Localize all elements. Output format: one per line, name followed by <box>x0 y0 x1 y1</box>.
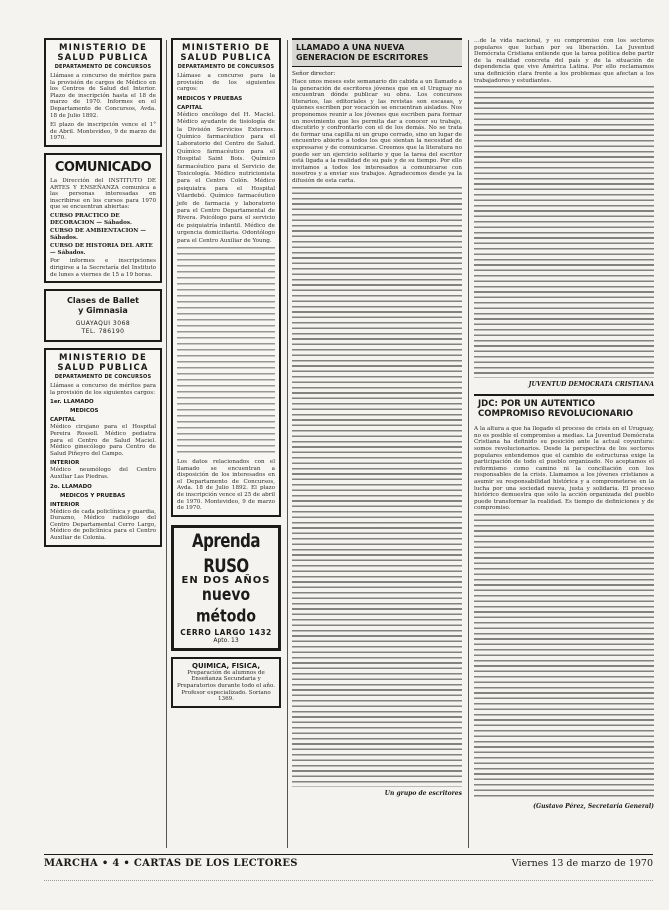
clases-title-1: Clases de Ballet <box>67 296 139 306</box>
comunicado-item: CURSO DE AMBIENTACION — Sábados. <box>50 228 146 241</box>
column-2 <box>171 38 281 708</box>
comunicado-title: COMUNICADO <box>54 159 152 175</box>
article-salutation: Señor director: <box>292 71 336 77</box>
ad-body-2: Los datos relacionados con el llamado se encuentran a disposición de los interesados en el Departamento de Concursos, Avda. 18 de Julio 1892. El plazo de inscripción vence el 25 de abril de 1970. Montevideo, 9 de marzo de 1970. <box>177 459 275 512</box>
clases-address: GUAYAQUI 3068 <box>75 320 131 328</box>
ad-subheading: MEDICOS Y PRUEBAS <box>60 492 126 499</box>
ad-continued-text <box>177 247 275 457</box>
ad-intro: Llámase a concurso de méritos para la provisión de los siguientes cargos: <box>50 383 156 396</box>
ad-section-heading: 2o. LLAMADO <box>50 483 92 490</box>
ad-body-2: El plazo de inscripción vence el 1° de Abril. Montevideo, 9 de marzo de 1970. <box>50 122 156 142</box>
ad-comunicado <box>44 153 162 283</box>
ad-clases-ballet <box>44 289 162 342</box>
ad-quimica-fisica <box>171 657 281 708</box>
ad-section-heading: 1er. LLAMADO <box>50 399 94 406</box>
ruso-line-3: nuevo método <box>195 585 257 627</box>
column-rule <box>166 40 167 848</box>
ad-body-2: Médico neumólogo del Centro Auxiliar Las Piedras. <box>50 467 156 480</box>
ad-body-3: Médico de cada policlínica y guardia, Durazno, Médico radiólogo del Centro Departamental Cerro Largo, Médico de policlínica para el Centro Auxiliar de Colonia. <box>50 508 157 541</box>
footer-date: Viernes 13 de marzo de 1970 <box>511 858 653 869</box>
headline-line-1: LLAMADO A UNA NUEVA <box>296 43 405 52</box>
ad-body: Médico cirujano para el Hospital Pereira Rossell. Médico pediatra para el Centro de Salud Maciel. Médico ginecólogo para Centro de Salud Piñeyro del Campo. <box>50 424 156 457</box>
comunicado-item: CURSO DE HISTORIA DEL ARTE — Sábados. <box>50 243 153 256</box>
ad-region: INTERIOR <box>50 460 80 467</box>
article-continued-text <box>474 514 654 800</box>
ad-region: INTERIOR <box>50 501 80 508</box>
ruso-address: CERRO LARGO 1432 <box>180 627 272 637</box>
ad-title-line-1: MINISTERIO DE <box>182 43 270 53</box>
comunicado-intro: La Dirección del INSTITUTO DE ARTES Y ENSEÑANZA comunica a las personas interesadas en inscribirse en los cursos para 1970 que se encuentran abiertas: <box>50 177 156 211</box>
footer-folio: MARCHA • 4 • CARTAS DE LOS LECTORES <box>44 858 298 869</box>
article-headline <box>292 38 462 67</box>
ruso-apt: Apto. 13 <box>213 636 239 644</box>
column-3 <box>292 38 462 800</box>
letter-continued-text <box>474 86 654 378</box>
article-headline <box>474 394 654 422</box>
article-signature: (Gustavo Pérez, Secretaría General) <box>533 802 654 810</box>
ad-title-line-1: MINISTERIO DE <box>59 43 147 53</box>
column-rule <box>468 40 469 848</box>
article-signature: Un grupo de escritores <box>384 789 462 797</box>
ad-ministerio-concursos <box>44 38 162 147</box>
column-rule <box>287 40 288 848</box>
article-body: A la altura a que ha llegado el proceso de crisis en el Uruguay, no es posible el compromiso a medias. La Juventud Demócrata Cristiana ha definido su posición ante la actual coyuntura: somos revolucionarios. Desde la perspectiva de los sectores populares entendemos que el cambio de estructuras exige la participación de todo el pueblo organizado. No aceptamos el reformismo como camino ni la conciliación con los responsables de la crisis. Llamamos a los jóvenes cristianos a asumir su responsabilidad histórica y a comprometerse en la lucha por una sociedad nueva, justa y solidaria. El proceso histórico demuestra que sólo la acción organizada del pueblo puede transformar la realidad. Es tiempo de definiciones y de compromiso. <box>474 426 654 512</box>
comunicado-outro: Por informes e inscripciones dirigirse a la Secretaría del Instituto de lunes a viernes de 15 a 19 horas. <box>50 258 156 278</box>
letter-continued-body: …de la vida nacional, y su compromiso con los sectores populares que luchan por su liberación. La Juventud Demócrata Cristiana entiende que la tarea política debe partir de la realidad concreta del país y de la situación de dependencia que vive América Latina. Por ello reclamamos una definición clara frente a los problemas que afectan a los trabajadores y estudiantes. <box>474 38 654 84</box>
ad-region: CAPITAL <box>177 104 203 111</box>
ad-region: CAPITAL <box>50 417 76 424</box>
page-footer <box>44 854 653 869</box>
headline-line-2: GENERACION DE ESCRITORES <box>296 53 429 62</box>
ad-department: DEPARTAMENTO DE CONCURSOS <box>54 374 152 381</box>
ad-department: DEPARTAMENTO DE CONCURSOS <box>177 64 275 70</box>
ad-ministerio-llamado <box>44 348 162 546</box>
ad-title-line-2: SALUD PUBLICA <box>57 363 149 374</box>
ruso-line-1: Aprenda RUSO <box>192 529 260 577</box>
ad-title-line-2: SALUD PUBLICA <box>180 53 272 63</box>
ad-intro: Llámase a concurso para la provisión de los siguientes cargos: <box>177 73 275 93</box>
ad-ministerio-concursos-2 <box>171 38 281 517</box>
headline-line-2: COMPROMISO REVOLUCIONARIO <box>478 409 634 420</box>
ad-section-heading: MEDICOS Y PRUEBAS <box>177 95 243 102</box>
ad-subheading: MEDICOS <box>70 408 99 415</box>
column-1 <box>44 38 162 553</box>
ad-aprenda-ruso <box>171 525 281 651</box>
article-continued-text <box>292 187 462 787</box>
ruso-line-2: EN DOS AÑOS <box>181 574 271 586</box>
quimica-title: QUIMICA, FISICA, <box>192 661 260 670</box>
comunicado-item: CURSO PRACTICO DE DECORACION — Sábados. <box>50 212 132 226</box>
ad-title-line-2: SALUD PUBLICA <box>57 53 149 63</box>
article-body: Hace unos meses este semanario dio cabida a un llamado a la generación de escritores jóvenes que en el Uruguay no encuentran dónde publicar su obra. Los concursos literarios, las editoriales y las revistas son escasas, y quienes escriben por vocación se encuentran aislados. Nos proponemos reunir a los jóvenes que escriben para formar un movimiento que les permita dar a conocer su trabajo, discutirlo y confrontarlo con el de los demás. No se trata de formar una capilla ni un grupo cerrado, sino un lugar de encuentro abierto a todos los que sientan la necesidad de expresarse y de comunicarse. Creemos que la literatura no puede ser un ejercicio solitario y que la tarea del escritor está ligada a la realidad de su país y de su tiempo. Por ello invitamos a todos los interesados a comunicarse con nosotros y a enviar sus trabajos. Agradecemos desde ya la difusión de esta carta. <box>292 79 462 184</box>
column-4 <box>474 38 654 813</box>
letter-signature: JUVENTUD DEMOCRATA CRISTIANA <box>528 381 654 389</box>
clases-phone: TEL. 786190 <box>81 328 125 336</box>
footer-dotted-rule <box>44 880 653 881</box>
quimica-body: Preparación de alumnos de Enseñanza Secundaria y Preparatorios durante todo el año. Profesor especializado. Soriano 1369. <box>176 669 276 703</box>
ad-body: Llámase a concurso de méritos para la provisión de cargos de Médico en los Centros de Salud del Interior. Plazo de inscripción hasta el 18 de marzo de 1970. Informes en el Departamento de Concursos, Avda. 18 de Julio 1892. <box>50 73 156 119</box>
ad-department: DEPARTAMENTO DE CONCURSOS <box>54 64 152 70</box>
ad-body: Médico oncólogo del H. Maciel. Médico ayudante de tisiología de la División Servicios Externos. Químico farmacéutico para el Laboratorio del Centro de Salud. Químico farmacéutico para el Hospital Saint Bois. Químico farmacéutico para el Servicio de Toxicología. Médico nutricionista para el Centro Colón. Médico psiquiatra para el Hospital Vilardebó. Químico farmacéutico jefe de farmacia y laboratorio para el Centro Departamental de Rivera. Psicólogo para el servicio de psiquiatría infantil. Médico de urgencia domiciliaria. Odontólogo para el Centro Auxiliar de Young. <box>177 111 275 244</box>
clases-title-2: y Gimnasia <box>78 306 128 316</box>
headline-line-1: JDC: POR UN AUTENTICO <box>478 399 596 410</box>
ad-title-line-1: MINISTERIO DE <box>59 353 147 364</box>
